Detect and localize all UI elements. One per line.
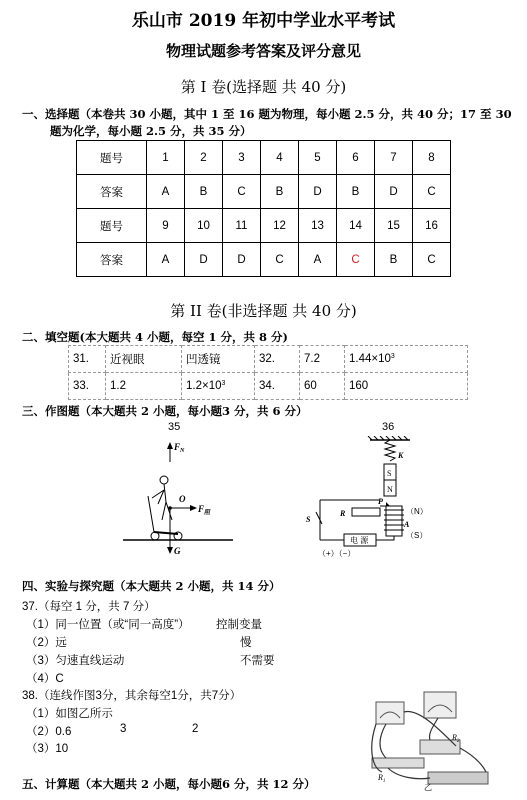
answer-cell: 160: [345, 373, 468, 400]
fig-yi-circuit-photo: [368, 688, 520, 792]
answer-table: [76, 140, 451, 277]
answer-cell: B: [261, 175, 299, 209]
question-number-cell: 9: [147, 209, 185, 243]
switch-label: S: [306, 515, 311, 524]
answer-cell: D: [223, 243, 261, 277]
fig36-electromagnet-diagram: [300, 436, 460, 561]
table-row: [77, 243, 451, 277]
choice-section-heading: 一、选择题（本卷共 30 小题，其中 1 至 16 题为物理，每小题 2.5 分，共 40 分；17 至 30: [22, 107, 512, 121]
answer-base: 1.44×10: [349, 353, 391, 365]
question-number-cell: 11: [223, 209, 261, 243]
answer-exponent: 3: [221, 380, 226, 387]
part1-title: 第 I 卷(选择题 共 40 分): [180, 78, 347, 96]
question-number-cell: 14: [337, 209, 375, 243]
switch: [316, 512, 322, 524]
spring: [385, 440, 395, 461]
k-label: K: [398, 451, 404, 460]
q38-line2-b: 3: [120, 723, 127, 735]
fn-label: $F_N$: [174, 442, 185, 454]
question-number-cell: 15: [375, 209, 413, 243]
p-label: P: [378, 497, 383, 506]
question-number-cell: 2: [185, 141, 223, 175]
resistor-board: [420, 740, 460, 754]
g-label: G: [174, 546, 181, 556]
o-label: O: [179, 494, 186, 504]
question-number-cell: 6: [337, 141, 375, 175]
answer-cell: 近视眼: [106, 346, 182, 373]
answer-cell: D: [299, 175, 337, 209]
q37-line3: （3）匀速直线运动: [26, 655, 125, 667]
q38-head: 38.（连线作图3分，其余每空1分，共7分）: [22, 690, 242, 702]
row-label: 题号: [77, 209, 147, 243]
question-number-cell: 16: [413, 209, 451, 243]
q-number: 33.: [69, 373, 106, 400]
answer-cell: C: [337, 243, 375, 277]
rider-body: [152, 484, 172, 520]
coil-n-label: （N）: [406, 507, 428, 516]
table-row: [69, 373, 468, 400]
question-number-cell: 3: [223, 141, 261, 175]
answer-cell: C: [413, 243, 451, 277]
row-label: 答案: [77, 175, 147, 209]
answer-exponent: 3: [390, 353, 395, 360]
question-number-cell: 1: [147, 141, 185, 175]
answer-cell: A: [147, 243, 185, 277]
r1-label: $R_1$: [378, 773, 386, 784]
answer-cell: [182, 373, 255, 400]
r-label: R: [340, 509, 346, 518]
answer-cell: C: [413, 175, 451, 209]
q-number: 31.: [69, 346, 106, 373]
answer-cell: A: [299, 243, 337, 277]
q38-line2-c: 2: [192, 723, 199, 735]
answer-base: 1.2×10: [186, 380, 222, 392]
battery-pack: [428, 772, 488, 784]
question-number-cell: 13: [299, 209, 337, 243]
rheostat-board: [372, 758, 424, 768]
q38-line2: （2）0.6: [26, 726, 72, 738]
question-number-cell: 7: [375, 141, 413, 175]
doc-title: 乐山市 2019 年初中学业水平考试: [131, 11, 396, 31]
q37-line2-b: 慢: [240, 637, 252, 649]
fb-label: $F_阻$: [198, 504, 211, 516]
answer-cell: 7.2: [300, 346, 345, 373]
answer-cell: D: [375, 175, 413, 209]
row-label: 答案: [77, 243, 147, 277]
exp-section-heading: 四、实验与探究题（本大题共 2 小题，共 14 分）: [22, 579, 281, 593]
fig-yi-label: 乙: [424, 783, 432, 792]
doc-subtitle: 物理试题参考答案及评分意见: [165, 42, 361, 60]
a-label: A: [404, 520, 410, 529]
q37-line4: （4）C: [26, 673, 64, 685]
source-label: 电 源: [350, 536, 369, 545]
q-number: 32.: [255, 346, 300, 373]
answer-cell: 1.2: [106, 373, 182, 400]
calc-section-heading: 五、计算题（本大题共 2 小题，每小题6 分，共 12 分）: [22, 777, 316, 791]
q37-line2: （2）远: [26, 637, 67, 649]
resistance-force-arrowhead: [190, 505, 197, 511]
table-row: [77, 141, 451, 175]
q37-line1-b: 控制变量: [216, 619, 262, 631]
question-number-cell: 4: [261, 141, 299, 175]
q38-line1: （1）如图乙所示: [26, 708, 113, 720]
answer-cell: C: [223, 175, 261, 209]
draw-section-heading: 三、作图题（本大题共 2 小题，每小题3 分，共 6 分）: [22, 404, 308, 418]
scooter-handle: [148, 496, 154, 532]
fill-answer-table: [68, 345, 468, 400]
q37-head: 37.（每空 1 分，共 7 分）: [22, 601, 156, 613]
answer-cell: 凹透镜: [182, 346, 255, 373]
fill-section-heading: 二、填空题(本大题共 4 小题，每空 1 分，共 8 分): [22, 330, 288, 344]
meter-left: [376, 702, 404, 724]
question-number-cell: 10: [185, 209, 223, 243]
table-row: [69, 346, 468, 373]
scooter-wheel-front: [151, 532, 159, 540]
polarity-label: （+）（−）: [318, 549, 356, 558]
part2-title: 第 II 卷(非选择题 共 40 分): [170, 302, 357, 320]
gravity-arrowhead: [167, 547, 173, 554]
answer-cell: A: [147, 175, 185, 209]
r2-label: $R_2$: [452, 733, 460, 744]
coil-s-label: （S）: [406, 531, 428, 540]
question-number-cell: 5: [299, 141, 337, 175]
fig35-scooter-diagram: [118, 440, 238, 560]
choice-section-heading-cont: 题为化学，每小题 2.5 分，共 35 分）: [50, 124, 252, 138]
fig35-number: 35: [168, 421, 181, 433]
rheostat: [352, 508, 380, 516]
q37-line3-b: 不需要: [240, 655, 275, 667]
q-number: 34.: [255, 373, 300, 400]
table-row: [77, 209, 451, 243]
answer-cell: B: [375, 243, 413, 277]
table-row: [77, 175, 451, 209]
q38-line3: （3）10: [26, 743, 69, 755]
answer-cell: B: [337, 175, 375, 209]
answer-cell: 60: [300, 373, 345, 400]
answer-cell: [345, 346, 468, 373]
fig36-number: 36: [382, 421, 395, 433]
answer-cell: D: [185, 243, 223, 277]
rider-head: [160, 476, 168, 484]
row-label: 题号: [77, 141, 147, 175]
answer-cell: C: [261, 243, 299, 277]
answer-cell: B: [185, 175, 223, 209]
magnet-s-label: S: [387, 469, 392, 478]
question-number-cell: 12: [261, 209, 299, 243]
magnet-n-label: N: [387, 485, 393, 494]
question-number-cell: 8: [413, 141, 451, 175]
q37-line1: （1）同一位置（或“同一高度”）: [26, 619, 190, 631]
normal-force-arrowhead: [167, 442, 173, 449]
